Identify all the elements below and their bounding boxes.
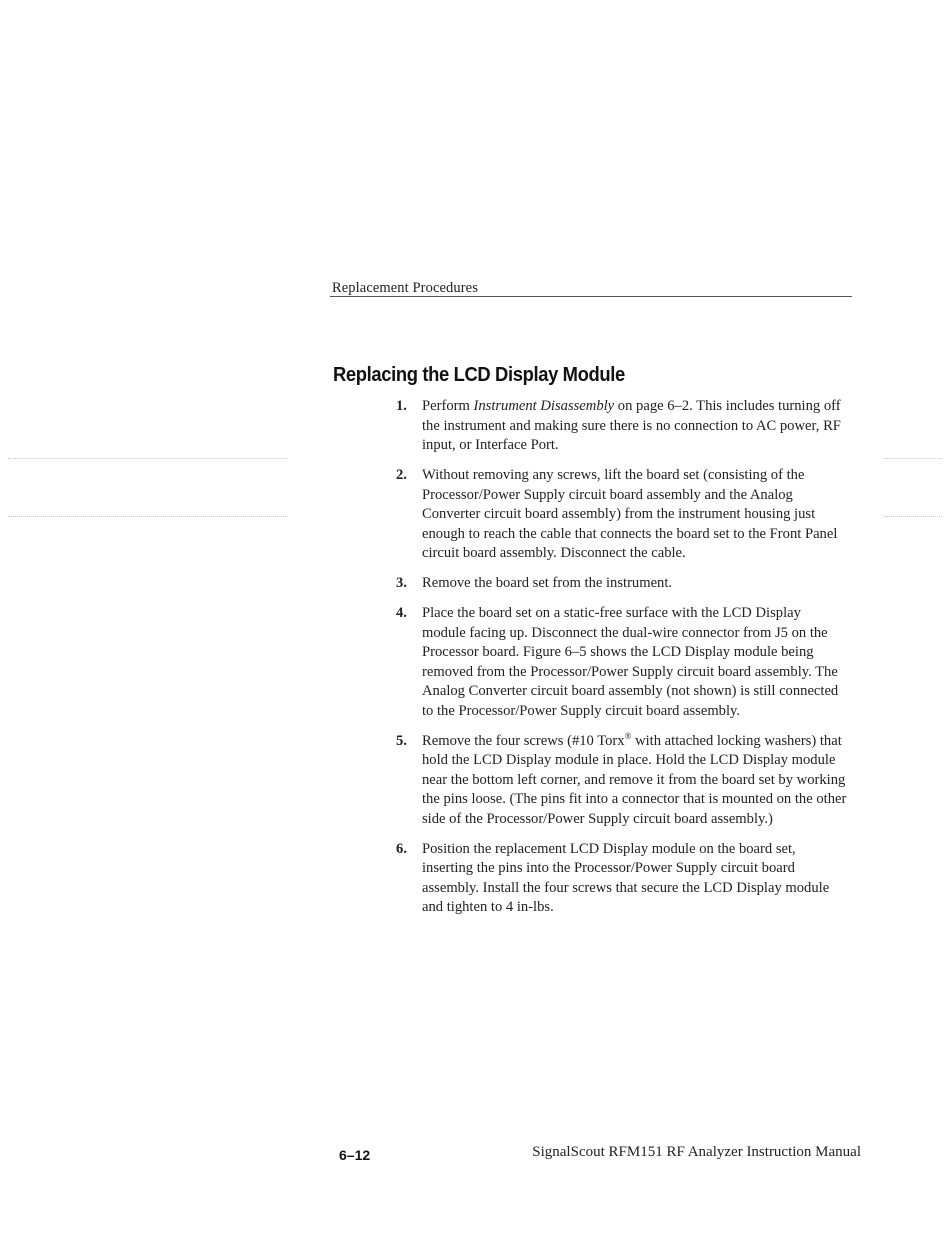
step-number: 1. <box>396 398 407 414</box>
step-3 <box>396 574 848 594</box>
step-number: 6. <box>396 840 407 857</box>
scan-artifact-line-left-1 <box>8 458 288 459</box>
step-number: 3. <box>396 575 407 591</box>
step-number: 5. <box>396 732 407 749</box>
step-4 <box>396 604 848 721</box>
header-rule <box>330 296 852 297</box>
step-2 <box>396 466 848 564</box>
registered-mark: ® <box>624 730 632 741</box>
scan-artifact-line-right-2 <box>884 516 942 517</box>
scan-artifact-line-left-2 <box>8 516 288 517</box>
section-title: Replacing the LCD Display Module <box>333 364 625 386</box>
step-5 <box>396 732 848 830</box>
step-1 <box>396 397 848 456</box>
step-text: Position the replacement LCD Display module on the board set, inserting the pins into the Processor/Power Supply circuit board assembly. Install the four screws that secure the LCD Display module and tighten to 4 in-lbs. <box>422 840 830 915</box>
procedure-steps <box>396 397 848 928</box>
step-text: Without removing any screws, lift the board set (consisting of the Processor/Power Supply circuit board assembly and the Analog Converter circuit board assembly) from the instrument housing just enough to reach the cable that connects the board set to the Front Panel circuit board assembly. Disconnect the cable. <box>422 467 838 561</box>
step-text: Remove the board set from the instrument. <box>422 575 673 591</box>
step-6 <box>396 840 848 918</box>
page-number: 6–12 <box>339 1147 371 1163</box>
step-text: Remove the four screws (#10 Torx® with attached locking washers) that hold the LCD Display module in place. Hold the LCD Display module near the bottom left corner, and remove it from the board set by working the pins loose. (The pins fit into a connector that is mounted on the other side of the Processor/Power Supply circuit board assembly.) <box>422 730 847 827</box>
step-number: 2. <box>396 467 407 483</box>
cross-reference-title: Instrument Disassembly <box>473 398 615 414</box>
scan-artifact-line-right-1 <box>884 458 942 459</box>
running-header: Replacement Procedures <box>332 280 478 296</box>
step-number: 4. <box>396 605 407 621</box>
step-text: Place the board set on a static-free surface with the LCD Display module facing up. Disconnect the dual-wire connector from J5 on the Processor board. Figure 6–5 shows the LCD Display module being removed from the Processor/Power Supply circuit board assembly. The Analog Converter circuit board assembly (not shown) is still connected to the Processor/Power Supply circuit board assembly. <box>422 605 839 719</box>
manual-title: SignalScout RFM151 RF Analyzer Instruction Manual <box>532 1144 861 1160</box>
step-text: Perform Instrument Disassembly on page 6–2. This includes turning off the instrument and making sure there is no connection to AC power, RF input, or Interface Port. <box>422 398 841 453</box>
